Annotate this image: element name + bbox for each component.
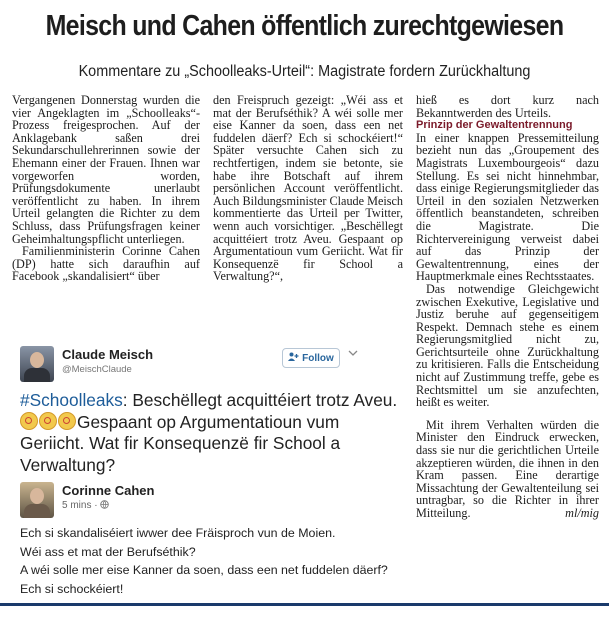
paragraph — [416, 419, 599, 520]
paragraph: Familienministerin Corinne Cahen (DP) hatte sich daraufhin auf Facebook „skandalisiert“ über — [12, 244, 200, 284]
tweet-text-part: : Beschëllegt acquittéiert trotz Aveu. — [122, 390, 398, 410]
section-subhead: Prinzip der Gewaltentrennung — [416, 119, 573, 132]
paragraph-text: Mit ihrem Verhalten würden die Minister den Eindruck erwecken, dass sie nur die gerichtlichen Urteile akzeptieren würden, die ihnen in den Kram passen. Eine derartige Missachtung der Gewaltenteilung sei untragbar, so die Richter in ihrer Mitteilung. — [416, 417, 599, 520]
paragraph: Das notwendige Gleichgewicht zwischen Exekutive, Legislative und Justiz beruhe auf gegenseitigem Respekt. Demnach stehe es einem Regierungsmitglied nicht zu, Gerichtsurteile ohne Zurückhaltung zu kritisieren. Falls die Entscheidung nicht auf Zustimmung treffe, gebe es Rechtsmittel um sie anzufechten, heißt es weiter. — [416, 281, 599, 410]
avatar — [20, 346, 54, 382]
post-meta — [62, 500, 109, 511]
follow-button[interactable] — [282, 348, 340, 368]
article-column-1 — [12, 94, 200, 283]
subheadline: Kommentare zu „Schoolleaks-Urteil“: Magistrate fordern Zurückhaltung — [78, 63, 531, 80]
tweet-author-handle: @MeischClaude — [62, 364, 132, 375]
flushed-face-icon — [58, 412, 76, 430]
flushed-face-icon — [39, 412, 57, 430]
post-author-name: Corinne Cahen — [62, 483, 155, 498]
paragraph: hieß es dort kurz nach Bekanntwerden des Urteils. — [416, 93, 599, 120]
paragraph: Vergangenen Donnerstag wurden die vier Angeklagten im „Schoolleaks“-Prozess freigesprochen. Auf der Anklagebank saßen drei Sekundarschullehrerinnen sowie der Ehemann einer der Frauen. Ihnen war vorgeworfen worden, Prüfungsdokumente unerlaubt veröffentlicht zu haben. In ihrem Urteil gelangten die Richter zu dem Schluss, dass Prüfungsfragen keiner Geheimhaltungspflicht unterliegen. — [12, 93, 200, 246]
globe-icon — [100, 500, 109, 511]
post-line: Ech si skandaliséiert iwwer dee Fräisproch vun de Moien. — [20, 526, 336, 540]
flushed-face-icon — [20, 412, 38, 430]
tweet-text-part: Gespaant op Argumentatioun vum Geriicht. Wat fir Konsequenzë fir School a Verwaltung? — [20, 411, 341, 475]
add-person-icon — [288, 352, 299, 364]
article-column-2 — [213, 94, 403, 283]
post-line: Wéi ass et mat der Berufséthik? — [20, 544, 196, 559]
paragraph: In einer knappen Pressemitteilung bezieht nun das „Groupement des Magistrats Luxembourgeois“ dazu Stellung. Es sei nicht hinnehmbar, dass einige Regierungsmitglieder das Urteil in den sozialen Netzwerken öffentlich beanstandeten, schreiben die Magistrate. Die Richtervereinigung verweist dabei auf das Prinzip der Gewaltentrennung, eines der Hauptmerkmale eines Rechtsstaates. — [416, 130, 599, 284]
chevron-down-icon[interactable] — [348, 348, 358, 360]
post-line: A wéi solle mer eise Kanner da soen, dass een net fuddelen däerf? — [20, 563, 388, 578]
author-signature: ml/mig — [565, 506, 599, 520]
avatar — [20, 482, 54, 518]
hashtag-link[interactable]: #Schoolleaks — [20, 390, 123, 410]
social-media-screenshot — [12, 340, 403, 595]
post-time: 5 mins · — [62, 500, 101, 511]
follow-label: Follow — [302, 352, 334, 364]
tweet-author-name: Claude Meisch — [62, 347, 154, 362]
post-text — [20, 524, 400, 598]
bottom-divider — [0, 603, 609, 606]
post-line: Ech si schockéiert! — [20, 581, 124, 596]
article-column-3 — [416, 94, 599, 520]
headline: Meisch und Cahen öffentlich zurechtgewiesen — [45, 10, 564, 42]
paragraph: den Freispruch gezeigt: „Wéi ass et mat der Berufséthik? A wéi solle mer eise Kanner da soen, dass een net fuddelen däerf? Ech si schockéiert!“ Später versuchte Cahen sich zu rechtfertigen, indem sie betonte, sie habe ihre Botschaft auf ihrem persönlichen Account veröffentlicht. Auch Bildungsminister Claude Meisch kommentierte das Urteil per Twitter, wenn auch vorsichtiger. „Beschëllegt acquittéiert trotz Aveu. Gespaant op Argumentatioun vum Geriicht. Wat fir Konsequenzë fir School a Verwaltung?“, — [213, 93, 403, 284]
tweet-text — [20, 390, 400, 476]
